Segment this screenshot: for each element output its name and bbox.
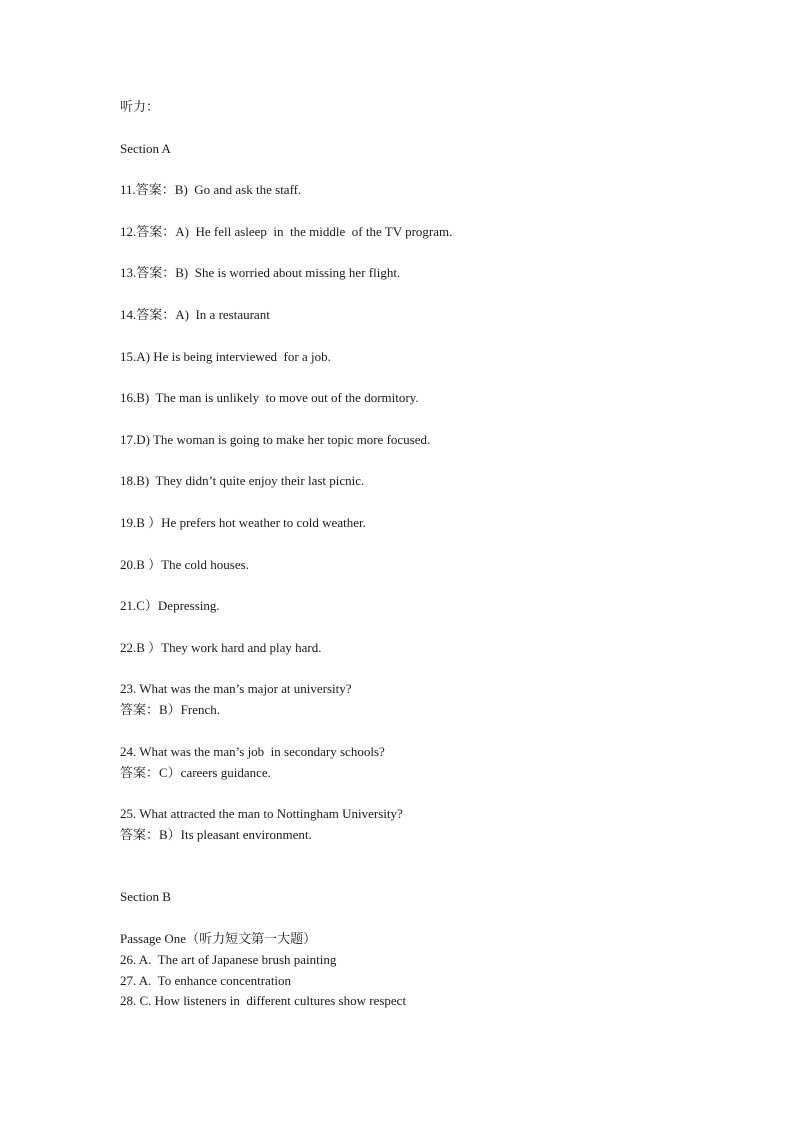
answer-12: 12.答案：A) He fell asleep in the middle of the TV program.: [120, 224, 453, 239]
answer-26: 26. A. The art of Japanese brush painting: [120, 952, 337, 967]
answer-23: 答案：B）French.: [120, 702, 221, 717]
section-a-title: Section A: [120, 141, 171, 156]
answer-21: 21.C）Depressing.: [120, 598, 220, 613]
answer-11: 11.答案：B) Go and ask the staff.: [120, 182, 302, 197]
answer-14: 14.答案：A) In a restaurant: [120, 307, 270, 322]
section-b-title: Section B: [120, 889, 171, 904]
answer-16: 16.B) The man is unlikely to move out of the dormitory.: [120, 390, 419, 405]
answer-27: 27. A. To enhance concentration: [120, 973, 292, 988]
answer-28: 28. C. How listeners in different cultures show respect: [120, 993, 407, 1008]
passage-one-title: Passage One（听力短文第一大题）: [120, 931, 317, 946]
answer-20: 20.B ）The cold houses.: [120, 557, 249, 572]
answer-17: 17.D) The woman is going to make her topic more focused.: [120, 432, 431, 447]
answer-19: 19.B ）He prefers hot weather to cold weather.: [120, 515, 366, 530]
question-25: 25. What attracted the man to Nottingham University?: [120, 806, 403, 821]
answer-15: 15.A) He is being interviewed for a job.: [120, 349, 331, 364]
answer-13: 13.答案：B) She is worried about missing her flight.: [120, 265, 401, 280]
question-23: 23. What was the man’s major at university?: [120, 681, 352, 696]
answer-24: 答案：C）careers guidance.: [120, 765, 271, 780]
answer-25: 答案：B）Its pleasant environment.: [120, 827, 312, 842]
answer-22: 22.B ）They work hard and play hard.: [120, 640, 322, 655]
page-heading: 听力：: [120, 99, 160, 114]
answer-18: 18.B) They didn’t quite enjoy their last picnic.: [120, 473, 365, 488]
question-24: 24. What was the man’s job in secondary schools?: [120, 744, 385, 759]
